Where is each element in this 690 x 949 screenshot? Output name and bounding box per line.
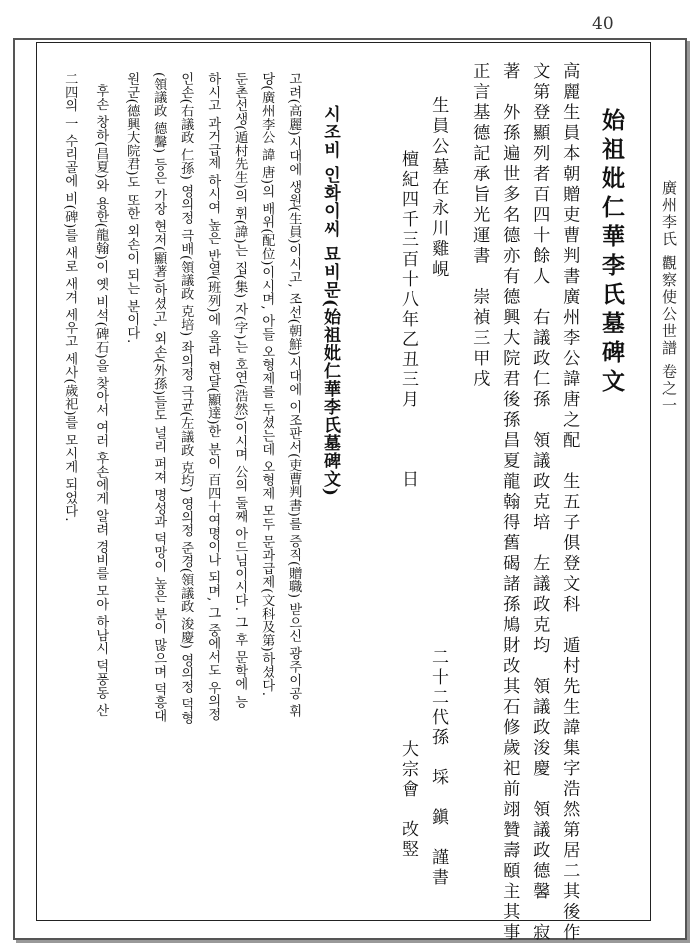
side-header: 廣州李氏 觀察使公世譜 卷之一: [660, 180, 678, 415]
korean-body-line: 二四의 一 수리골에 비(碑)를 새로 새겨 세우고 세사(歲祀)를 모시게 되었다.: [62, 72, 78, 522]
document-title: 始祖妣仁華李氏墓碑文: [598, 108, 625, 398]
hanja-body-line: 著 外孫遍世多名德亦有德興大院君後孫昌夏龍翰得舊碣諸孫鳩財改其石修歲祀前翊贊壽頤主其事: [499, 62, 520, 944]
korean-body-line: (領議政 德馨) 등은 가장 현저(顯著)하셨고, 외손(外孫)들도 널리 퍼져 명성과 덕망이 높은 분이 많으며 덕흥대: [151, 72, 167, 723]
hanja-body-line: 文第登顯列者百四十餘人 右議政仁孫 領議政克培 左議政克均 領議政浚慶 領議政德馨 寂: [529, 62, 550, 944]
korean-body-line: 원군(德興大院君)도 또한 외손이 되는 분이다.: [124, 72, 140, 344]
hanja-date: 檀紀四千三百十八年乙丑三月 日: [398, 150, 418, 490]
hanja-location: 生員公墓在永川雞峴: [428, 96, 449, 281]
page-number: 40: [592, 14, 614, 34]
korean-body-line: 하시고 과거급제 하시여 높은 반열(班列)에 올라 현달(顯達)한 분이 百四十여명이나 되며, 그 중에서도 우의정: [205, 72, 221, 721]
korean-body-line: 둔촌선생(遁村先生)의 휘(諱)는 집(集) 자(字)는 호연(浩然)이시며 公의 둘째 아드님이시다. 그 후 문학에 능: [232, 72, 248, 708]
author-line: 二十二代孫 埰 鎭 謹書: [428, 648, 448, 888]
association-line: 大宗會 改竪: [398, 740, 418, 860]
korean-body-line: 후손 창하(昌夏)와 용한(龍翰)이 옛 비석(碑石)을 찾아서 여러 후손에게 알려 경비를 모아 하남시 덕풍동 산: [93, 84, 109, 717]
korean-body-line: 당(廣州李公 諱 唐)의 배위(配位)이시며, 아들 오형제를 두셨는데 오형제 모두 문과급제(文科及第)하셨다.: [259, 72, 275, 696]
korean-body-line: 인손(右議政 仁孫) 영의정 극배(領議政 克培) 좌의정 극균(左議政 克均) 영의정 준경(領議政 浚慶) 영의정 덕형: [178, 72, 194, 725]
korean-body-line: 고려(高麗)시대에 생원(生員)이시고, 조선(朝鮮)시대에 이조판서(吏曹判書)를 증직(贈職) 받으신 광주이공 휘: [286, 72, 302, 718]
korean-title: 시조비 인화이씨 묘비문(始祖妣仁華李氏墓碑文): [320, 105, 340, 497]
hanja-body-line: 正言基德記承旨光運書 崇禎三甲戌: [469, 62, 490, 390]
hanja-body-line: 高麗生員本朝贈吏曹判書廣州李公諱唐之配 生五子俱登文科 遁村先生諱集字浩然第居二其後作: [559, 62, 580, 944]
